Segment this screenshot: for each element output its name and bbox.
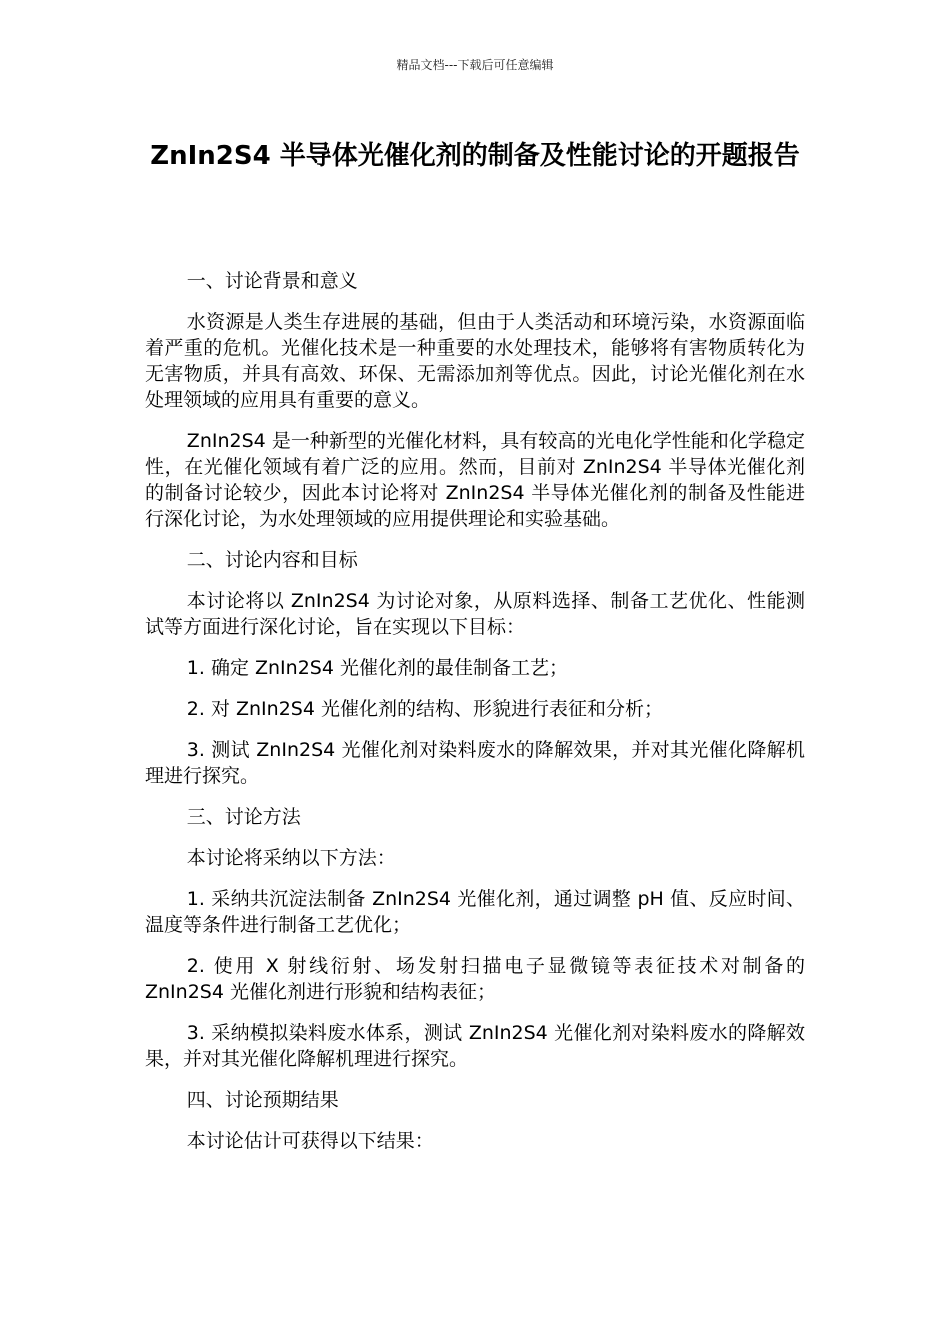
header-note: 精品文档---下载后可任意编辑 (396, 58, 554, 72)
list-item: 2. 使用 X 射线衍射、场发射扫描电子显微镜等表征技术对制备的 ZnIn2S4 光催化剂进行形貌和结构表征； (145, 955, 805, 1003)
section-heading-expected-results: 四、讨论预期结果 (186, 1089, 339, 1111)
section-heading-content-goals: 二、讨论内容和目标 (186, 549, 358, 571)
document-body (145, 268, 805, 1169)
document-title: ZnIn2S4 半导体光催化剂的制备及性能讨论的开题报告 (150, 141, 800, 171)
section-heading-methods: 三、讨论方法 (186, 806, 301, 828)
list-item: 3. 测试 ZnIn2S4 光催化剂对染料废水的降解效果，并对其光催化降解机理进行探究。 (145, 739, 805, 787)
paragraph: 水资源是人类生存进展的基础，但由于人类活动和环境污染，水资源面临着严重的危机。光催化技术是一种重要的水处理技术，能够将有害物质转化为无害物质，并具有高效、环保、无需添加剂等优点。因此，讨论光催化剂在水处理领域的应用具有重要的意义。 (145, 311, 805, 411)
list-item: 2. 对 ZnIn2S4 光催化剂的结构、形貌进行表征和分析； (186, 698, 663, 720)
list-item: 1. 采纳共沉淀法制备 ZnIn2S4 光催化剂，通过调整 pH 值、反应时间、温度等条件进行制备工艺优化； (145, 888, 805, 936)
list-item: 3. 采纳模拟染料废水体系，测试 ZnIn2S4 光催化剂对染料废水的降解效果，并对其光催化降解机理进行探究。 (145, 1022, 805, 1070)
list-item: 1. 确定 ZnIn2S4 光催化剂的最佳制备工艺； (186, 657, 568, 679)
paragraph: ZnIn2S4 是一种新型的光催化材料，具有较高的光电化学性能和化学稳定性，在光催化领域有着广泛的应用。然而，目前对 ZnIn2S4 半导体光催化剂的制备讨论较少，因此本讨论将对 ZnIn2S4 半导体光催化剂的制备及性能进行深化讨论，为水处理领域的应用提供理论和实验基础。 (145, 430, 805, 530)
section-heading-background: 一、讨论背景和意义 (186, 270, 358, 292)
paragraph: 本讨论估计可获得以下结果： (186, 1130, 434, 1152)
paragraph: 本讨论将采纳以下方法： (186, 847, 396, 869)
paragraph: 本讨论将以 ZnIn2S4 为讨论对象，从原料选择、制备工艺优化、性能测试等方面进行深化讨论，旨在实现以下目标： (145, 590, 805, 638)
